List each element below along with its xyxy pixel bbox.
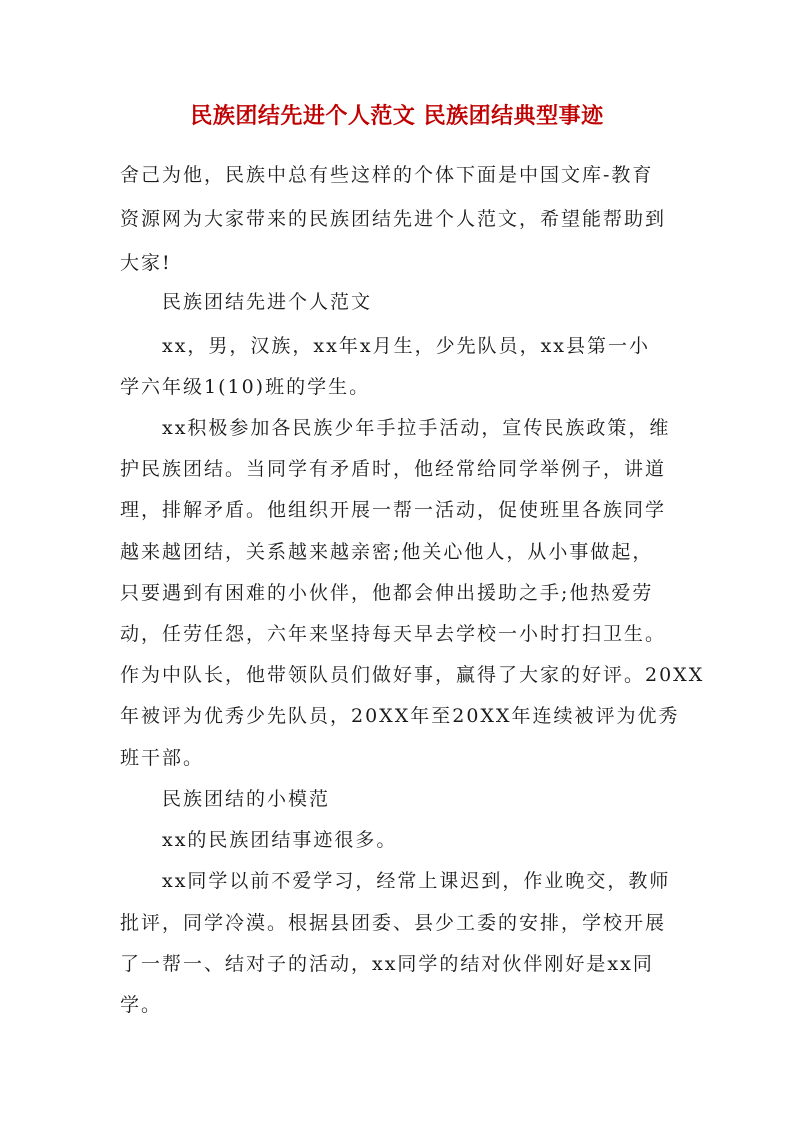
text-line: 动，任劳任怨，六年来坚持每天早去学校一小时打扫卫生。 [120, 623, 667, 645]
text-line: 年被评为优秀少先队员，20XX年至20XX年连续被评为优秀 [120, 705, 680, 727]
text-line: 资源网为大家带来的民族团结先进个人范文，希望能帮助到 [120, 208, 667, 230]
section-heading: 民族团结的小模范 [162, 788, 331, 810]
document-title: 民族团结先进个人范文 民族团结典型事迹 [190, 103, 604, 129]
text-line: 理，排解矛盾。他组织开展一帮一活动，促使班里各族同学 [120, 499, 667, 521]
text-line: 作为中队长，他带领队员们做好事，赢得了大家的好评。20XX [120, 664, 705, 686]
text-line: xx积极参加各民族少年手拉手活动，宣传民族政策，维 [162, 417, 671, 439]
text-line: 护民族团结。当同学有矛盾时，他经常给同学举例子，讲道 [120, 458, 667, 480]
text-line: 舍己为他，民族中总有些这样的个体下面是中国文库-教育 [120, 164, 654, 186]
section-heading: 民族团结先进个人范文 [162, 291, 373, 313]
text-line: 学六年级1(10)班的学生。 [120, 376, 371, 398]
text-line: 只要遇到有困难的小伙伴，他都会伸出援助之手;他热爱劳 [120, 582, 654, 604]
text-line: 学。 [120, 994, 163, 1016]
text-line: 批评，同学冷漠。根据县团委、县少工委的安排，学校开展 [120, 912, 667, 934]
text-line: xx的民族团结事迹很多。 [162, 829, 398, 851]
text-line: 大家! [120, 252, 172, 274]
text-line: 班干部。 [120, 747, 205, 769]
text-line: 越来越团结，关系越来越亲密;他关心他人，从小事做起， [120, 541, 654, 563]
text-line: 了一帮一、结对子的活动，xx同学的结对伙伴刚好是xx同 [120, 953, 654, 975]
text-line: xx同学以前不爱学习，经常上课迟到，作业晚交，教师 [162, 870, 671, 892]
text-line: xx，男，汉族，xx年x月生，少先队员，xx县第一小 [162, 335, 651, 357]
